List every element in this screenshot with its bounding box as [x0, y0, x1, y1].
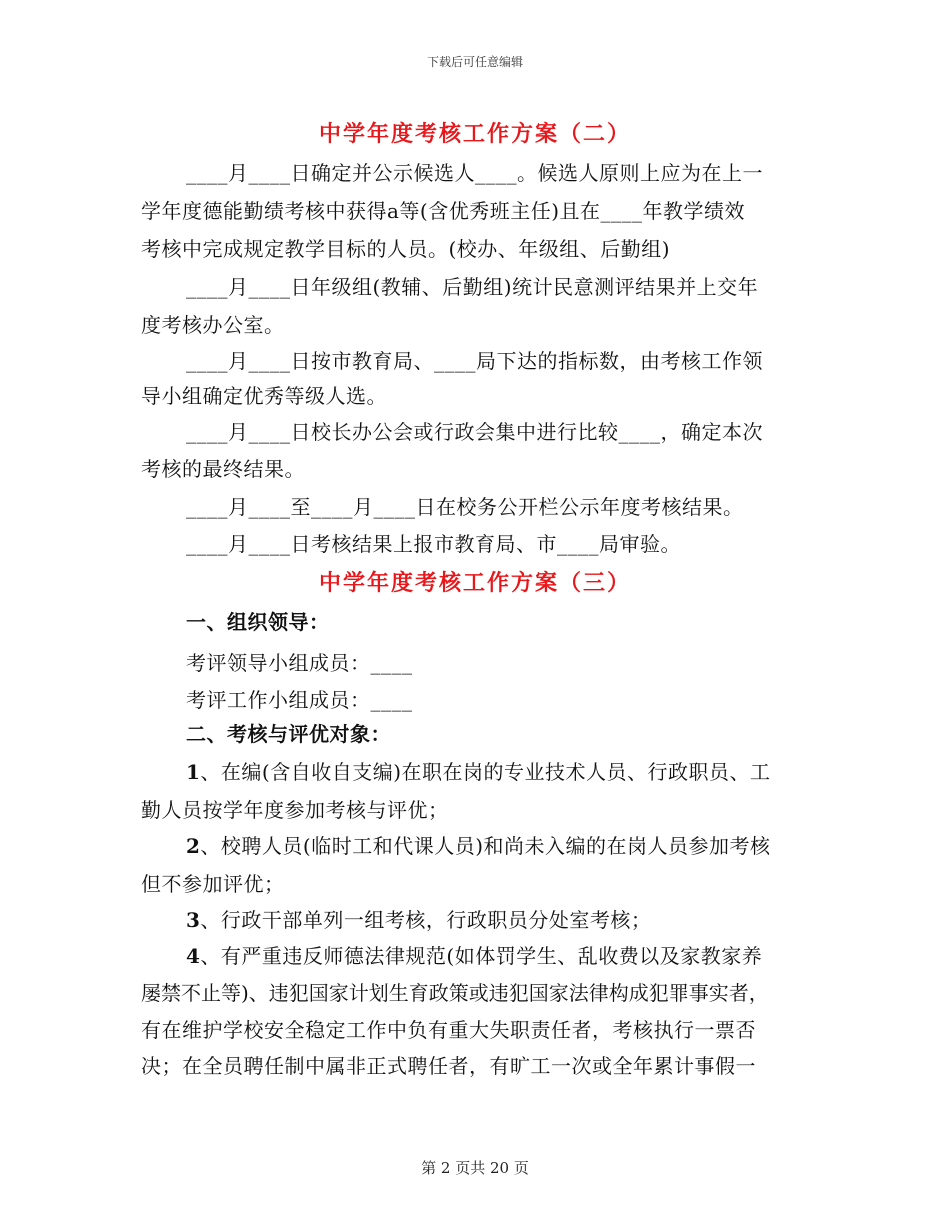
- item-text: 、在编(含自收自支编)在职在岗的专业技术人员、行政职员、工: [200, 760, 771, 784]
- paragraph-line: ____月____日校长办公会或行政会集中进行比较____，确定本次: [186, 420, 763, 444]
- item-number: 1: [186, 760, 201, 784]
- item-text: 、行政干部单列一组考核，行政职员分处室考核；: [200, 908, 652, 932]
- paragraph-line: ____月____日按市教育局、____局下达的指标数，由考核工作领: [186, 349, 763, 373]
- list-item-4: [186, 940, 762, 969]
- section-title-2: 中学年度考核工作方案（二）: [318, 121, 631, 147]
- list-item-1: [186, 756, 771, 785]
- page-footer: 第 2 页共 20 页: [421, 1159, 529, 1177]
- item-text: 、校聘人员(临时工和代课人员)和尚未入编的在岗人员参加考核: [200, 834, 771, 858]
- paragraph-line: 有在维护学校安全稳定工作中负有重大失职责任者，考核执行一票否: [141, 1018, 756, 1042]
- item-number: 4: [186, 944, 201, 968]
- paragraph-line: 但不参加评优；: [141, 872, 285, 896]
- item-text: 、有严重违反师德法律规范(如体罚学生、乱收费以及家教家养: [200, 944, 763, 968]
- section-title-3: 中学年度考核工作方案（三）: [318, 570, 631, 596]
- list-item-3: [186, 904, 651, 933]
- leader-group-line: 考评领导小组成员：____: [186, 651, 413, 675]
- item-number: 3: [186, 908, 201, 932]
- work-group-line: 考评工作小组成员：____: [186, 688, 413, 712]
- heading-assessment-targets: 二、考核与评优对象：: [186, 722, 391, 746]
- paragraph-line: 导小组确定优秀等级人选。: [141, 384, 387, 408]
- paragraph-line: ____月____日年级组(教辅、后勤组)统计民意测评结果并上交年: [186, 275, 759, 299]
- paragraph-line: ____月____日确定并公示候选人____。候选人原则上应为在上一: [186, 161, 763, 185]
- page-header: 下载后可任意编辑: [426, 55, 523, 69]
- paragraph-line: 考核中完成规定教学目标的人员。(校办、年级组、后勤组): [141, 237, 671, 261]
- paragraph-line: ____月____日考核结果上报市教育局、市____局审验。: [186, 532, 681, 556]
- paragraph-line: 勤人员按学年度参加考核与评优；: [141, 798, 449, 822]
- list-item-2: [186, 830, 771, 859]
- paragraph-line: 考核的最终结果。: [141, 457, 305, 481]
- paragraph-line: ____月____至____月____日在校务公开栏公示年度考核结果。: [186, 495, 744, 519]
- paragraph-line: 学年度德能勤绩考核中获得a等(含优秀班主任)且在____年教学绩效: [141, 199, 746, 223]
- paragraph-line: 度考核办公室。: [141, 313, 285, 337]
- paragraph-line: 决；在全员聘任制中属非正式聘任者，有旷工一次或全年累计事假一: [141, 1054, 756, 1078]
- item-number: 2: [186, 834, 201, 858]
- paragraph-line: 屡禁不止等)、违犯国家计划生育政策或违犯国家法律构成犯罪事实者，: [141, 981, 769, 1005]
- heading-organization: 一、组织领导：: [186, 610, 330, 634]
